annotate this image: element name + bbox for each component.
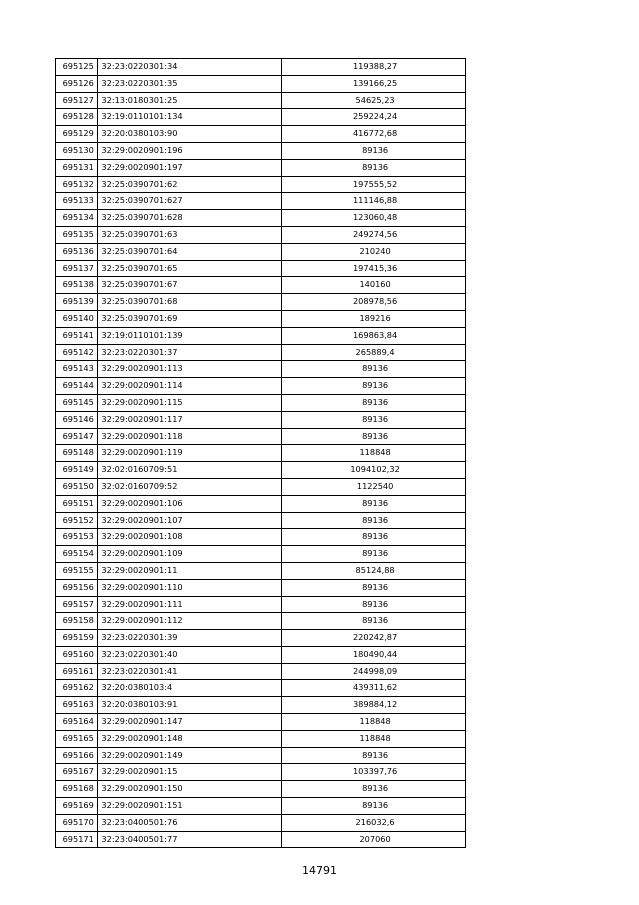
table-row: [56, 277, 466, 294]
cadastral-number-cell: 32:29:0020901:15: [98, 764, 282, 781]
table-row: [56, 159, 466, 176]
table-row: [56, 596, 466, 613]
row-id-cell: 695148: [56, 445, 98, 462]
row-id-cell: 695171: [56, 831, 98, 848]
value-cell: 119388,27: [282, 59, 466, 76]
cadastral-number-cell: 32:29:0020901:115: [98, 394, 282, 411]
table-row: [56, 697, 466, 714]
cadastral-number-cell: 32:23:0220301:35: [98, 75, 282, 92]
value-cell: 85124,88: [282, 562, 466, 579]
row-id-cell: 695151: [56, 495, 98, 512]
table-row: [56, 512, 466, 529]
value-cell: 439311,62: [282, 680, 466, 697]
row-id-cell: 695145: [56, 394, 98, 411]
row-id-cell: 695158: [56, 613, 98, 630]
table-row: [56, 210, 466, 227]
table-row: [56, 546, 466, 563]
value-cell: 103397,76: [282, 764, 466, 781]
table-row: [56, 730, 466, 747]
table-row: [56, 428, 466, 445]
row-id-cell: 695162: [56, 680, 98, 697]
value-cell: 89136: [282, 546, 466, 563]
table-row: [56, 663, 466, 680]
row-id-cell: 695161: [56, 663, 98, 680]
row-id-cell: 695131: [56, 159, 98, 176]
row-id-cell: 695141: [56, 327, 98, 344]
row-id-cell: 695157: [56, 596, 98, 613]
value-cell: 89136: [282, 142, 466, 159]
table-row: [56, 646, 466, 663]
row-id-cell: 695129: [56, 126, 98, 143]
row-id-cell: 695167: [56, 764, 98, 781]
value-cell: 216032,6: [282, 814, 466, 831]
table-row: [56, 579, 466, 596]
table-row: [56, 361, 466, 378]
row-id-cell: 695152: [56, 512, 98, 529]
value-cell: 197415,36: [282, 260, 466, 277]
cadastral-number-cell: 32:29:0020901:114: [98, 378, 282, 395]
row-id-cell: 695155: [56, 562, 98, 579]
value-cell: 244998,09: [282, 663, 466, 680]
table-row: [56, 613, 466, 630]
value-cell: 265889,4: [282, 344, 466, 361]
page-number: 14791: [302, 864, 337, 877]
value-cell: 123060,48: [282, 210, 466, 227]
cadastral-number-cell: 32:13:0180301:25: [98, 92, 282, 109]
value-cell: 207060: [282, 831, 466, 848]
table-row: [56, 764, 466, 781]
table-row: [56, 394, 466, 411]
row-id-cell: 695137: [56, 260, 98, 277]
table-row: [56, 226, 466, 243]
cadastral-number-cell: 32:02:0160709:51: [98, 462, 282, 479]
cadastral-number-cell: 32:29:0020901:149: [98, 747, 282, 764]
row-id-cell: 695169: [56, 798, 98, 815]
cadastral-number-cell: 32:25:0390701:627: [98, 193, 282, 210]
value-cell: 89136: [282, 579, 466, 596]
cadastral-number-cell: 32:29:0020901:111: [98, 596, 282, 613]
row-id-cell: 695154: [56, 546, 98, 563]
table-row: [56, 294, 466, 311]
value-cell: 139166,25: [282, 75, 466, 92]
value-cell: 189216: [282, 310, 466, 327]
cadastral-number-cell: 32:23:0220301:37: [98, 344, 282, 361]
table-row: [56, 142, 466, 159]
row-id-cell: 695126: [56, 75, 98, 92]
row-id-cell: 695130: [56, 142, 98, 159]
table-row: [56, 529, 466, 546]
table-row: [56, 798, 466, 815]
cadastral-number-cell: 32:29:0020901:118: [98, 428, 282, 445]
cadastral-number-cell: 32:25:0390701:62: [98, 176, 282, 193]
cadastral-number-cell: 32:29:0020901:109: [98, 546, 282, 563]
value-cell: 89136: [282, 361, 466, 378]
value-cell: 140160: [282, 277, 466, 294]
cadastral-number-cell: 32:25:0390701:68: [98, 294, 282, 311]
value-cell: 111146,88: [282, 193, 466, 210]
cadastral-number-cell: 32:23:0400501:76: [98, 814, 282, 831]
value-cell: 89136: [282, 411, 466, 428]
row-id-cell: 695150: [56, 478, 98, 495]
table-row: [56, 478, 466, 495]
value-cell: 197555,52: [282, 176, 466, 193]
value-cell: 169863,84: [282, 327, 466, 344]
table-row: [56, 193, 466, 210]
table-row: [56, 126, 466, 143]
value-cell: 180490,44: [282, 646, 466, 663]
table-row: [56, 630, 466, 647]
cadastral-number-cell: 32:25:0390701:64: [98, 243, 282, 260]
value-cell: 208978,56: [282, 294, 466, 311]
value-cell: 1094102,32: [282, 462, 466, 479]
cadastral-number-cell: 32:20:0380103:91: [98, 697, 282, 714]
cadastral-number-cell: 32:29:0020901:119: [98, 445, 282, 462]
cadastral-number-cell: 32:29:0020901:151: [98, 798, 282, 815]
cadastral-number-cell: 32:23:0220301:39: [98, 630, 282, 647]
cadastral-number-cell: 32:29:0020901:147: [98, 714, 282, 731]
cadastral-number-cell: 32:20:0380103:4: [98, 680, 282, 697]
table-row: [56, 495, 466, 512]
table-row: [56, 243, 466, 260]
value-cell: 210240: [282, 243, 466, 260]
value-cell: 89136: [282, 596, 466, 613]
table-row: [56, 176, 466, 193]
row-id-cell: 695153: [56, 529, 98, 546]
cadastral-number-cell: 32:29:0020901:196: [98, 142, 282, 159]
row-id-cell: 695128: [56, 109, 98, 126]
row-id-cell: 695160: [56, 646, 98, 663]
value-cell: 118848: [282, 445, 466, 462]
value-cell: 89136: [282, 798, 466, 815]
table-row: [56, 59, 466, 76]
row-id-cell: 695149: [56, 462, 98, 479]
table-row: [56, 814, 466, 831]
table-row: [56, 411, 466, 428]
table-row: [56, 344, 466, 361]
row-id-cell: 695133: [56, 193, 98, 210]
value-cell: 259224,24: [282, 109, 466, 126]
table-row: [56, 310, 466, 327]
table-row: [56, 831, 466, 848]
cadastral-number-cell: 32:25:0390701:69: [98, 310, 282, 327]
value-cell: 89136: [282, 747, 466, 764]
value-cell: 89136: [282, 159, 466, 176]
table-row: [56, 562, 466, 579]
value-cell: 89136: [282, 512, 466, 529]
table-row: [56, 75, 466, 92]
table-row: [56, 445, 466, 462]
cadastral-number-cell: 32:29:0020901:108: [98, 529, 282, 546]
row-id-cell: 695135: [56, 226, 98, 243]
cadastral-number-cell: 32:29:0020901:148: [98, 730, 282, 747]
row-id-cell: 695139: [56, 294, 98, 311]
row-id-cell: 695166: [56, 747, 98, 764]
row-id-cell: 695125: [56, 59, 98, 76]
row-id-cell: 695138: [56, 277, 98, 294]
table-row: [56, 680, 466, 697]
value-cell: 416772,68: [282, 126, 466, 143]
cadastral-number-cell: 32:29:0020901:110: [98, 579, 282, 596]
cadastral-number-cell: 32:29:0020901:150: [98, 781, 282, 798]
table-row: [56, 109, 466, 126]
row-id-cell: 695127: [56, 92, 98, 109]
cadastral-number-cell: 32:29:0020901:107: [98, 512, 282, 529]
table-row: [56, 92, 466, 109]
cadastral-number-cell: 32:19:0110101:134: [98, 109, 282, 126]
cadastral-number-cell: 32:25:0390701:63: [98, 226, 282, 243]
row-id-cell: 695144: [56, 378, 98, 395]
row-id-cell: 695168: [56, 781, 98, 798]
value-cell: 220242,87: [282, 630, 466, 647]
value-cell: 118848: [282, 714, 466, 731]
cadastral-number-cell: 32:29:0020901:113: [98, 361, 282, 378]
cadastral-number-cell: 32:19:0110101:139: [98, 327, 282, 344]
cadastral-number-cell: 32:29:0020901:11: [98, 562, 282, 579]
row-id-cell: 695136: [56, 243, 98, 260]
cadastral-number-cell: 32:23:0220301:40: [98, 646, 282, 663]
table-row: [56, 781, 466, 798]
table-row: [56, 378, 466, 395]
cadastral-number-cell: 32:02:0160709:52: [98, 478, 282, 495]
row-id-cell: 695142: [56, 344, 98, 361]
row-id-cell: 695170: [56, 814, 98, 831]
value-cell: 89136: [282, 613, 466, 630]
row-id-cell: 695159: [56, 630, 98, 647]
cadastral-number-cell: 32:25:0390701:67: [98, 277, 282, 294]
row-id-cell: 695163: [56, 697, 98, 714]
registry-table: [55, 58, 466, 848]
cadastral-number-cell: 32:29:0020901:197: [98, 159, 282, 176]
value-cell: 89136: [282, 394, 466, 411]
value-cell: 249274,56: [282, 226, 466, 243]
cadastral-number-cell: 32:23:0400501:77: [98, 831, 282, 848]
row-id-cell: 695132: [56, 176, 98, 193]
row-id-cell: 695134: [56, 210, 98, 227]
cadastral-number-cell: 32:29:0020901:112: [98, 613, 282, 630]
table-row: [56, 327, 466, 344]
cadastral-number-cell: 32:25:0390701:65: [98, 260, 282, 277]
value-cell: 89136: [282, 495, 466, 512]
value-cell: 118848: [282, 730, 466, 747]
value-cell: 89136: [282, 378, 466, 395]
cadastral-number-cell: 32:23:0220301:41: [98, 663, 282, 680]
table-row: [56, 260, 466, 277]
registry-table-body: [56, 59, 466, 848]
table-row: [56, 462, 466, 479]
row-id-cell: 695143: [56, 361, 98, 378]
value-cell: 1122540: [282, 478, 466, 495]
value-cell: 389884,12: [282, 697, 466, 714]
row-id-cell: 695156: [56, 579, 98, 596]
row-id-cell: 695164: [56, 714, 98, 731]
row-id-cell: 695140: [56, 310, 98, 327]
value-cell: 89136: [282, 428, 466, 445]
row-id-cell: 695147: [56, 428, 98, 445]
cadastral-number-cell: 32:23:0220301:34: [98, 59, 282, 76]
row-id-cell: 695165: [56, 730, 98, 747]
table-row: [56, 747, 466, 764]
row-id-cell: 695146: [56, 411, 98, 428]
cadastral-number-cell: 32:25:0390701:628: [98, 210, 282, 227]
value-cell: 54625,23: [282, 92, 466, 109]
value-cell: 89136: [282, 781, 466, 798]
table-row: [56, 714, 466, 731]
cadastral-number-cell: 32:20:0380103:90: [98, 126, 282, 143]
cadastral-number-cell: 32:29:0020901:117: [98, 411, 282, 428]
value-cell: 89136: [282, 529, 466, 546]
cadastral-number-cell: 32:29:0020901:106: [98, 495, 282, 512]
